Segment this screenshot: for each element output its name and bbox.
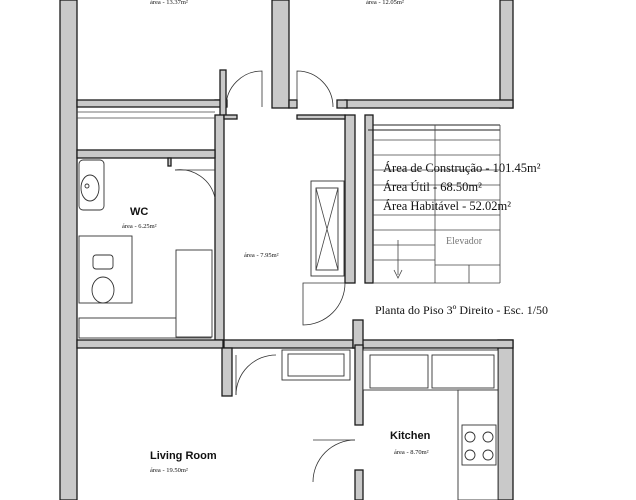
top-left-room-area: área - 13.37m²	[150, 0, 188, 6]
habitable-area-text: Área Habitável - 52.02m²	[383, 199, 512, 213]
kitchen-area: área - 8.70m²	[394, 449, 429, 456]
kitchen-name: Kitchen	[390, 430, 431, 442]
hall-closet	[311, 181, 344, 276]
plan-title: Planta do Piso 3º Direito - Esc. 1/50	[375, 303, 549, 317]
elevator-label: Elevador	[446, 236, 483, 247]
hall-area: área - 7.95m²	[244, 252, 279, 259]
wc-area: área - 6.25m²	[122, 223, 157, 230]
wc-name: WC	[130, 206, 149, 218]
living-room-area: área - 19.50m²	[150, 467, 188, 474]
useful-area-text: Área Útil - 68.50m²	[383, 180, 482, 194]
kitchen-fixtures	[282, 350, 498, 500]
construction-area-text: Área de Construção - 101.45m²	[383, 161, 541, 175]
living-room-name: Living Room	[150, 450, 217, 462]
top-right-room-area: área - 12.05m²	[366, 0, 404, 6]
bedroom-walls	[77, 0, 347, 118]
